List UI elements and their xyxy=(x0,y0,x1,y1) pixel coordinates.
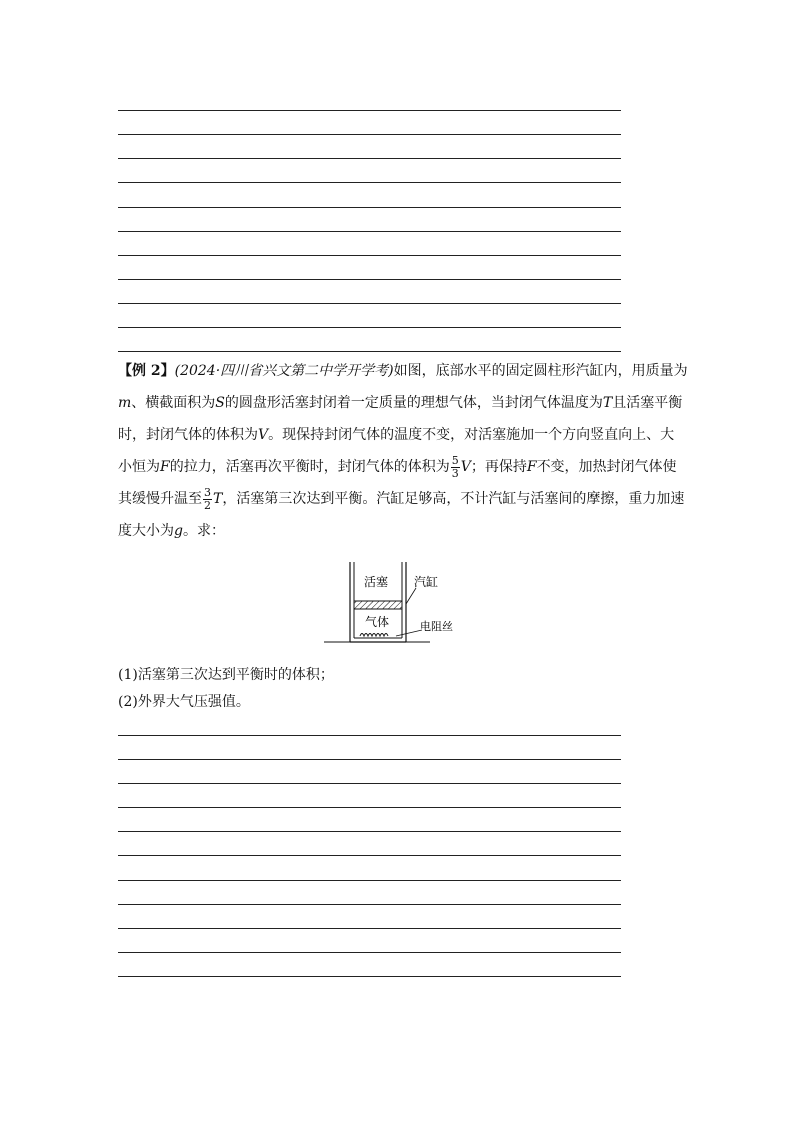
answer-line xyxy=(118,207,621,208)
example-source: (2024·四川省兴文第二中学开学考) xyxy=(174,363,394,379)
cylinder-figure xyxy=(318,560,468,660)
example-problem xyxy=(118,355,688,547)
piston xyxy=(354,601,402,609)
text-segment: ；再保持 xyxy=(470,459,527,475)
answer-line xyxy=(118,182,621,183)
text-segment: 。求： xyxy=(182,523,225,539)
question-item: (1)活塞第三次达到平衡时的体积； xyxy=(118,667,334,683)
label-gas: 气体 xyxy=(365,615,390,629)
cylinder-leader-line xyxy=(406,588,416,604)
answer-line xyxy=(118,255,621,256)
answer-line xyxy=(118,231,621,232)
answer-line xyxy=(118,351,621,352)
frac-numerator: 5 xyxy=(451,453,459,467)
text-segment: 不变，加热封闭气体使其缓慢升温至 xyxy=(118,459,677,507)
label-resistor: 电阻丝 xyxy=(420,620,453,633)
resistor-coil xyxy=(360,634,388,637)
answer-line xyxy=(118,735,621,736)
answer-line xyxy=(118,855,621,856)
text-segment: ，活塞第三次达到平衡。汽缸足够高，不计汽缸与活塞间的摩擦，重力加速度大小为 xyxy=(118,491,685,539)
answer-line xyxy=(118,928,621,929)
answer-line xyxy=(118,279,621,280)
example-label: 【例 2】 xyxy=(118,363,175,379)
var-s: S xyxy=(215,395,225,411)
fraction-three-halves xyxy=(203,487,212,512)
var-f: F xyxy=(526,459,537,475)
answer-line xyxy=(118,158,621,159)
var-t: T xyxy=(602,395,613,411)
text-segment: 的圆盘形活塞封闭着一定质量的理想气体，当封闭气体温度为 xyxy=(224,395,603,411)
var-f: F xyxy=(160,459,170,475)
answer-line xyxy=(118,134,621,135)
answer-line xyxy=(118,327,621,328)
var-v: V xyxy=(258,427,269,443)
text-segment: 。现保持封闭气体的温度不变，对活塞施加一个方向竖直向上、大小恒为 xyxy=(118,427,675,475)
text-segment: 、横截面积为 xyxy=(131,395,216,411)
answer-line xyxy=(118,759,621,760)
answer-line xyxy=(118,783,621,784)
var-t: T xyxy=(213,491,223,507)
answer-line xyxy=(118,831,621,832)
frac-denominator: 2 xyxy=(204,498,211,512)
answer-line xyxy=(118,110,621,111)
var-g: g xyxy=(174,523,183,539)
answer-line xyxy=(118,303,621,304)
answer-line xyxy=(118,880,621,881)
answer-line xyxy=(118,976,621,977)
question-list xyxy=(118,662,334,716)
text-segment: 如图，底部水平的固定圆柱形汽缸内，用质量为 xyxy=(393,363,688,379)
label-piston: 活塞 xyxy=(364,575,389,589)
var-v: V xyxy=(460,459,471,475)
var-m: m xyxy=(118,395,132,411)
text-segment: 的拉力，活塞再次平衡时，封闭气体的体积为 xyxy=(169,459,450,475)
answer-line xyxy=(118,904,621,905)
cylinder-diagram xyxy=(318,560,468,660)
question-item: (2)外界大气压强值。 xyxy=(118,694,250,710)
answer-line xyxy=(118,952,621,953)
answer-line xyxy=(118,807,621,808)
problem-statement xyxy=(118,355,688,547)
fraction-five-thirds xyxy=(451,455,460,480)
frac-numerator: 3 xyxy=(204,485,211,499)
label-cylinder: 汽缸 xyxy=(414,575,439,589)
resistor-leader-line xyxy=(396,630,422,636)
text-segment: 且活塞平衡时，封闭气体的体积为 xyxy=(118,395,683,443)
frac-denominator: 3 xyxy=(451,466,459,480)
